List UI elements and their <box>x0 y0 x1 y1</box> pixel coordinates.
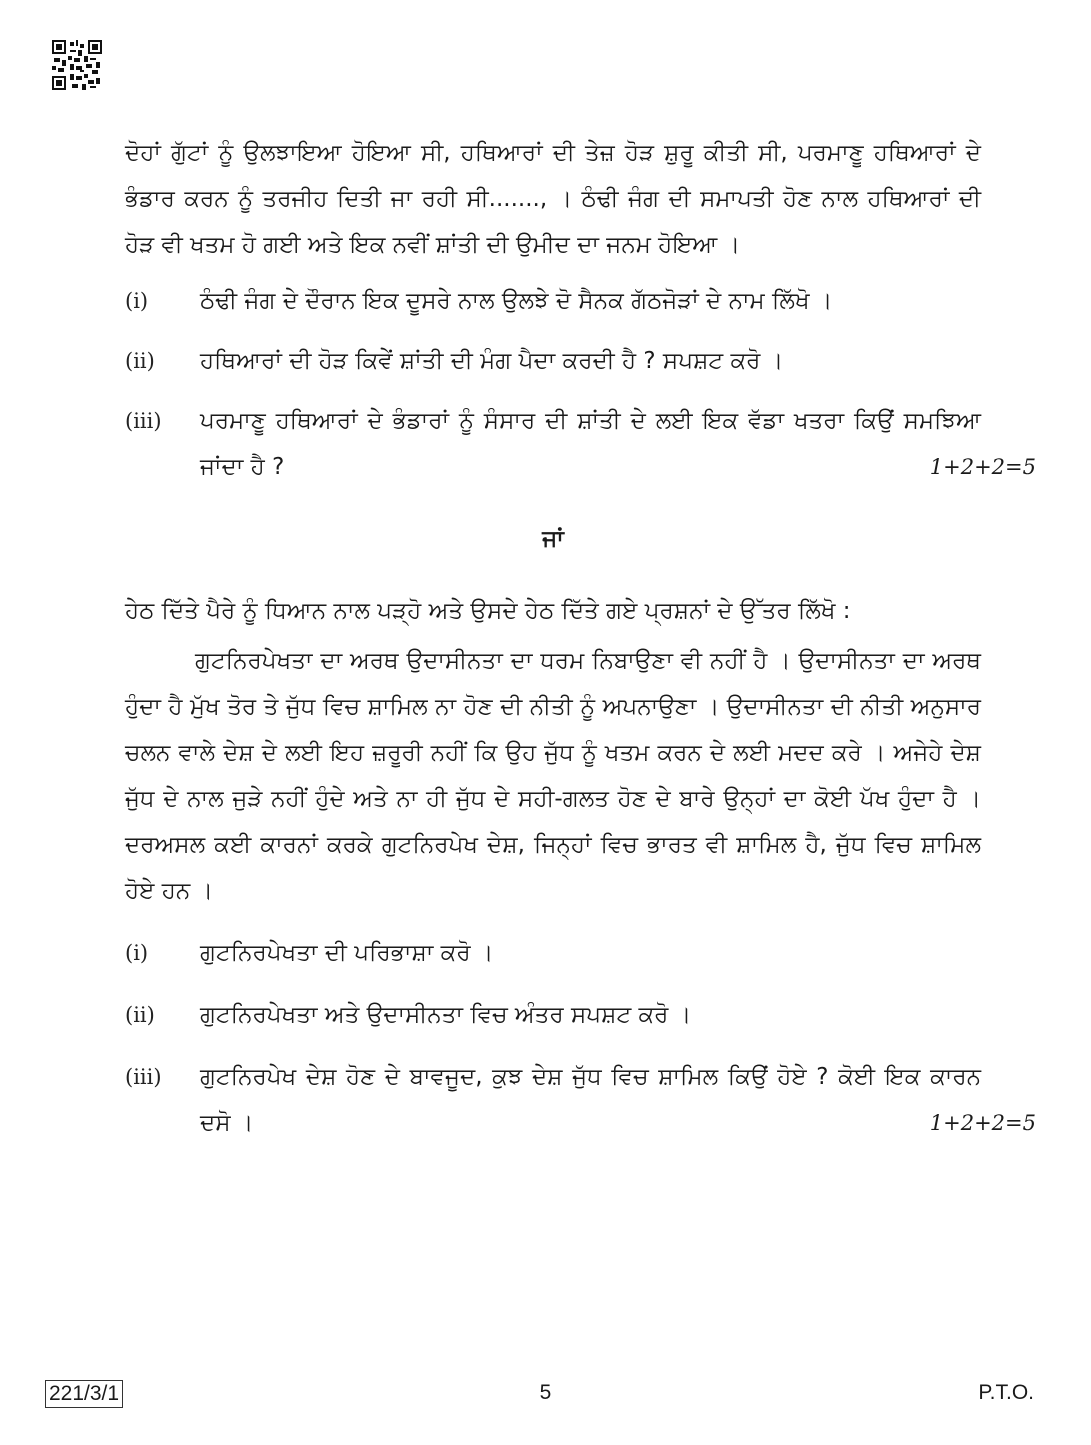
page-number: 5 <box>539 1381 552 1404</box>
question-number: (iii) <box>125 409 162 433</box>
passage-text: ਗੁਟਨਿਰਪੇਖਤਾ ਦਾ ਅਰਥ ਉਦਾਸੀਨਤਾ ਦਾ ਧਰਮ ਨਿਬਾਉਣਾ ਵੀ ਨਹੀਂ ਹੈ । ਉਦਾਸੀਨਤਾ ਦਾ ਅਰਥ ਹੁੰਦਾ ਹੈ ਮੁੱਖ ਤੋਰ ਤੇ ਜੁੱਧ ਵਿਚ ਸ਼ਾਮਿਲ ਨਾ ਹੋਣ ਦੀ ਨੀਤੀ ਨੂੰ ਅਪਨਾਉਣਾ । ਉਦਾਸੀਨਤਾ ਦੀ ਨੀਤੀ ਅਨੁਸਾਰ ਚਲਨ ਵਾਲੇ ਦੇਸ਼ ਦੇ ਲਈ ਇਹ ਜ਼ਰੂਰੀ ਨਹੀਂ ਕਿ ਉਹ ਜੁੱਧ ਨੂੰ ਖਤਮ ਕਰਨ ਦੇ ਲਈ ਮਦਦ ਕਰੇ । ਅਜੇਹੇ ਦੇਸ਼ ਜੁੱਧ ਦੇ ਨਾਲ ਜੁੜੇ ਨਹੀਂ ਹੁੰਦੇ ਅਤੇ ਨਾ ਹੀ ਜੁੱਧ ਦੇ ਸਹੀ-ਗਲਤ ਹੋਣ ਦੇ ਬਾਰੇ ਉਨ੍ਹਾਂ ਦਾ ਕੋਈ ਪੱਖ ਹੁੰਦਾ ਹੈ । ਦਰਅਸਲ ਕਈ ਕਾਰਨਾਂ ਕਰਕੇ ਗੁਟਨਿਰਪੇਖ ਦੇਸ਼, ਜਿਨ੍ਹਾਂ ਵਿਚ ਭਾਰਤ ਵੀ ਸ਼ਾਮਿਲ ਹੈ, ਜੁੱਧ ਵਿਚ ਸ਼ਾਮਿਲ ਹੋਏ ਹਨ । <box>125 648 981 904</box>
question-text: ਹਥਿਆਰਾਂ ਦੀ ਹੋੜ ਕਿਵੇਂ ਸ਼ਾਂਤੀ ਦੀ ਮੰਗ ਪੈਦਾ ਕਰਦੀ ਹੈ ? ਸਪਸ਼ਟ ਕਰੋ । <box>200 348 784 374</box>
marks-label: 1+2+2=5 <box>929 455 1036 479</box>
page-footer <box>0 1380 1091 1420</box>
question-text: ਠੰਢੀ ਜੰਗ ਦੇ ਦੌਰਾਨ ਇਕ ਦੂਸਰੇ ਨਾਲ ਉਲਝੇ ਦੋ ਸੈਨਕ ਗੱਠਜੋੜਾਂ ਦੇ ਨਾਮ ਲਿੱਖੋ । <box>200 288 833 314</box>
pto-label: P.T.O. <box>978 1381 1034 1404</box>
instruction-text: ਹੇਠ ਦਿੱਤੇ ਪੈਰੇ ਨੂੰ ਧਿਆਨ ਨਾਲ ਪੜ੍ਹੋ ਅਤੇ ਉਸਦੇ ਹੇਠ ਦਿੱਤੇ ਗਏ ਪ੍ਰਸ਼ਨਾਂ ਦੇ ਉੱਤਰ ਲਿੱਖੋ : <box>125 598 851 624</box>
question-text: ਪਰਮਾਣੂ ਹਥਿਆਰਾਂ ਦੇ ਭੰਡਾਰਾਂ ਨੂੰ ਸੰਸਾਰ ਦੀ ਸ਼ਾਂਤੀ ਦੇ ਲਈ ਇਕ ਵੱਡਾ ਖਤਰਾ ਕਿਉਂ ਸਮਝਿਆ ਜਾਂਦਾ ਹੈ ? <box>200 408 981 480</box>
question-number: (i) <box>125 941 149 965</box>
question-number: (ii) <box>125 1003 155 1027</box>
question-b-iii <box>125 1054 1036 1146</box>
question-text: ਗੁਟਨਿਰਪੇਖਤਾ ਦੀ ਪਰਿਭਾਸ਼ਾ ਕਰੋ । <box>200 940 494 966</box>
qr-code-icon <box>52 40 102 90</box>
question-b-ii <box>125 992 981 1038</box>
or-label: ਜਾਂ <box>542 526 564 552</box>
question-number: (iii) <box>125 1065 162 1089</box>
paper-code: 221/3/1 <box>45 1380 123 1408</box>
question-a-iii <box>125 398 1036 490</box>
intro-paragraph: ਦੋਹਾਂ ਗੁੱਟਾਂ ਨੂੰ ਉਲਝਾਇਆ ਹੋਇਆ ਸੀ, ਹਥਿਆਰਾਂ ਦੀ ਤੇਜ਼ ਹੋੜ ਸ਼ੁਰੂ ਕੀਤੀ ਸੀ, ਪਰਮਾਣੂ ਹਥਿਆਰਾਂ ਦੇ ਭੰਡਾਰ ਕਰਨ ਨੂੰ ਤਰਜੀਹ ਦਿਤੀ ਜਾ ਰਹੀ ਸੀ......., । ਠੰਢੀ ਜੰਗ ਦੀ ਸਮਾਪਤੀ ਹੋਣ ਨਾਲ ਹਥਿਆਰਾਂ ਦੀ ਹੋੜ ਵੀ ਖਤਮ ਹੋ ਗਈ ਅਤੇ ਇਕ ਨਵੀਂ ਸ਼ਾਂਤੀ ਦੀ ਉਮੀਦ ਦਾ ਜਨਮ ਹੋਇਆ । <box>125 140 981 258</box>
question-page <box>125 130 1036 1146</box>
question-number: (i) <box>125 289 149 313</box>
question-a-ii <box>125 338 981 384</box>
question-a-i <box>125 278 981 324</box>
question-text: ਗੁਟਨਿਰਪੇਖਤਾ ਅਤੇ ਉਦਾਸੀਨਤਾ ਵਿਚ ਅੰਤਰ ਸਪਸ਼ਟ ਕਰੋ । <box>200 1002 692 1028</box>
marks-label: 1+2+2=5 <box>929 1111 1036 1135</box>
question-text: ਗੁਟਨਿਰਪੇਖ ਦੇਸ਼ ਹੋਣ ਦੇ ਬਾਵਜੂਦ, ਕੁਝ ਦੇਸ਼ ਜੁੱਧ ਵਿਚ ਸ਼ਾਮਿਲ ਕਿਉਂ ਹੋਏ ? ਕੋਈ ਇਕ ਕਾਰਨ ਦਸੋ । <box>200 1064 981 1136</box>
question-b-i <box>125 930 981 976</box>
question-number: (ii) <box>125 349 155 373</box>
